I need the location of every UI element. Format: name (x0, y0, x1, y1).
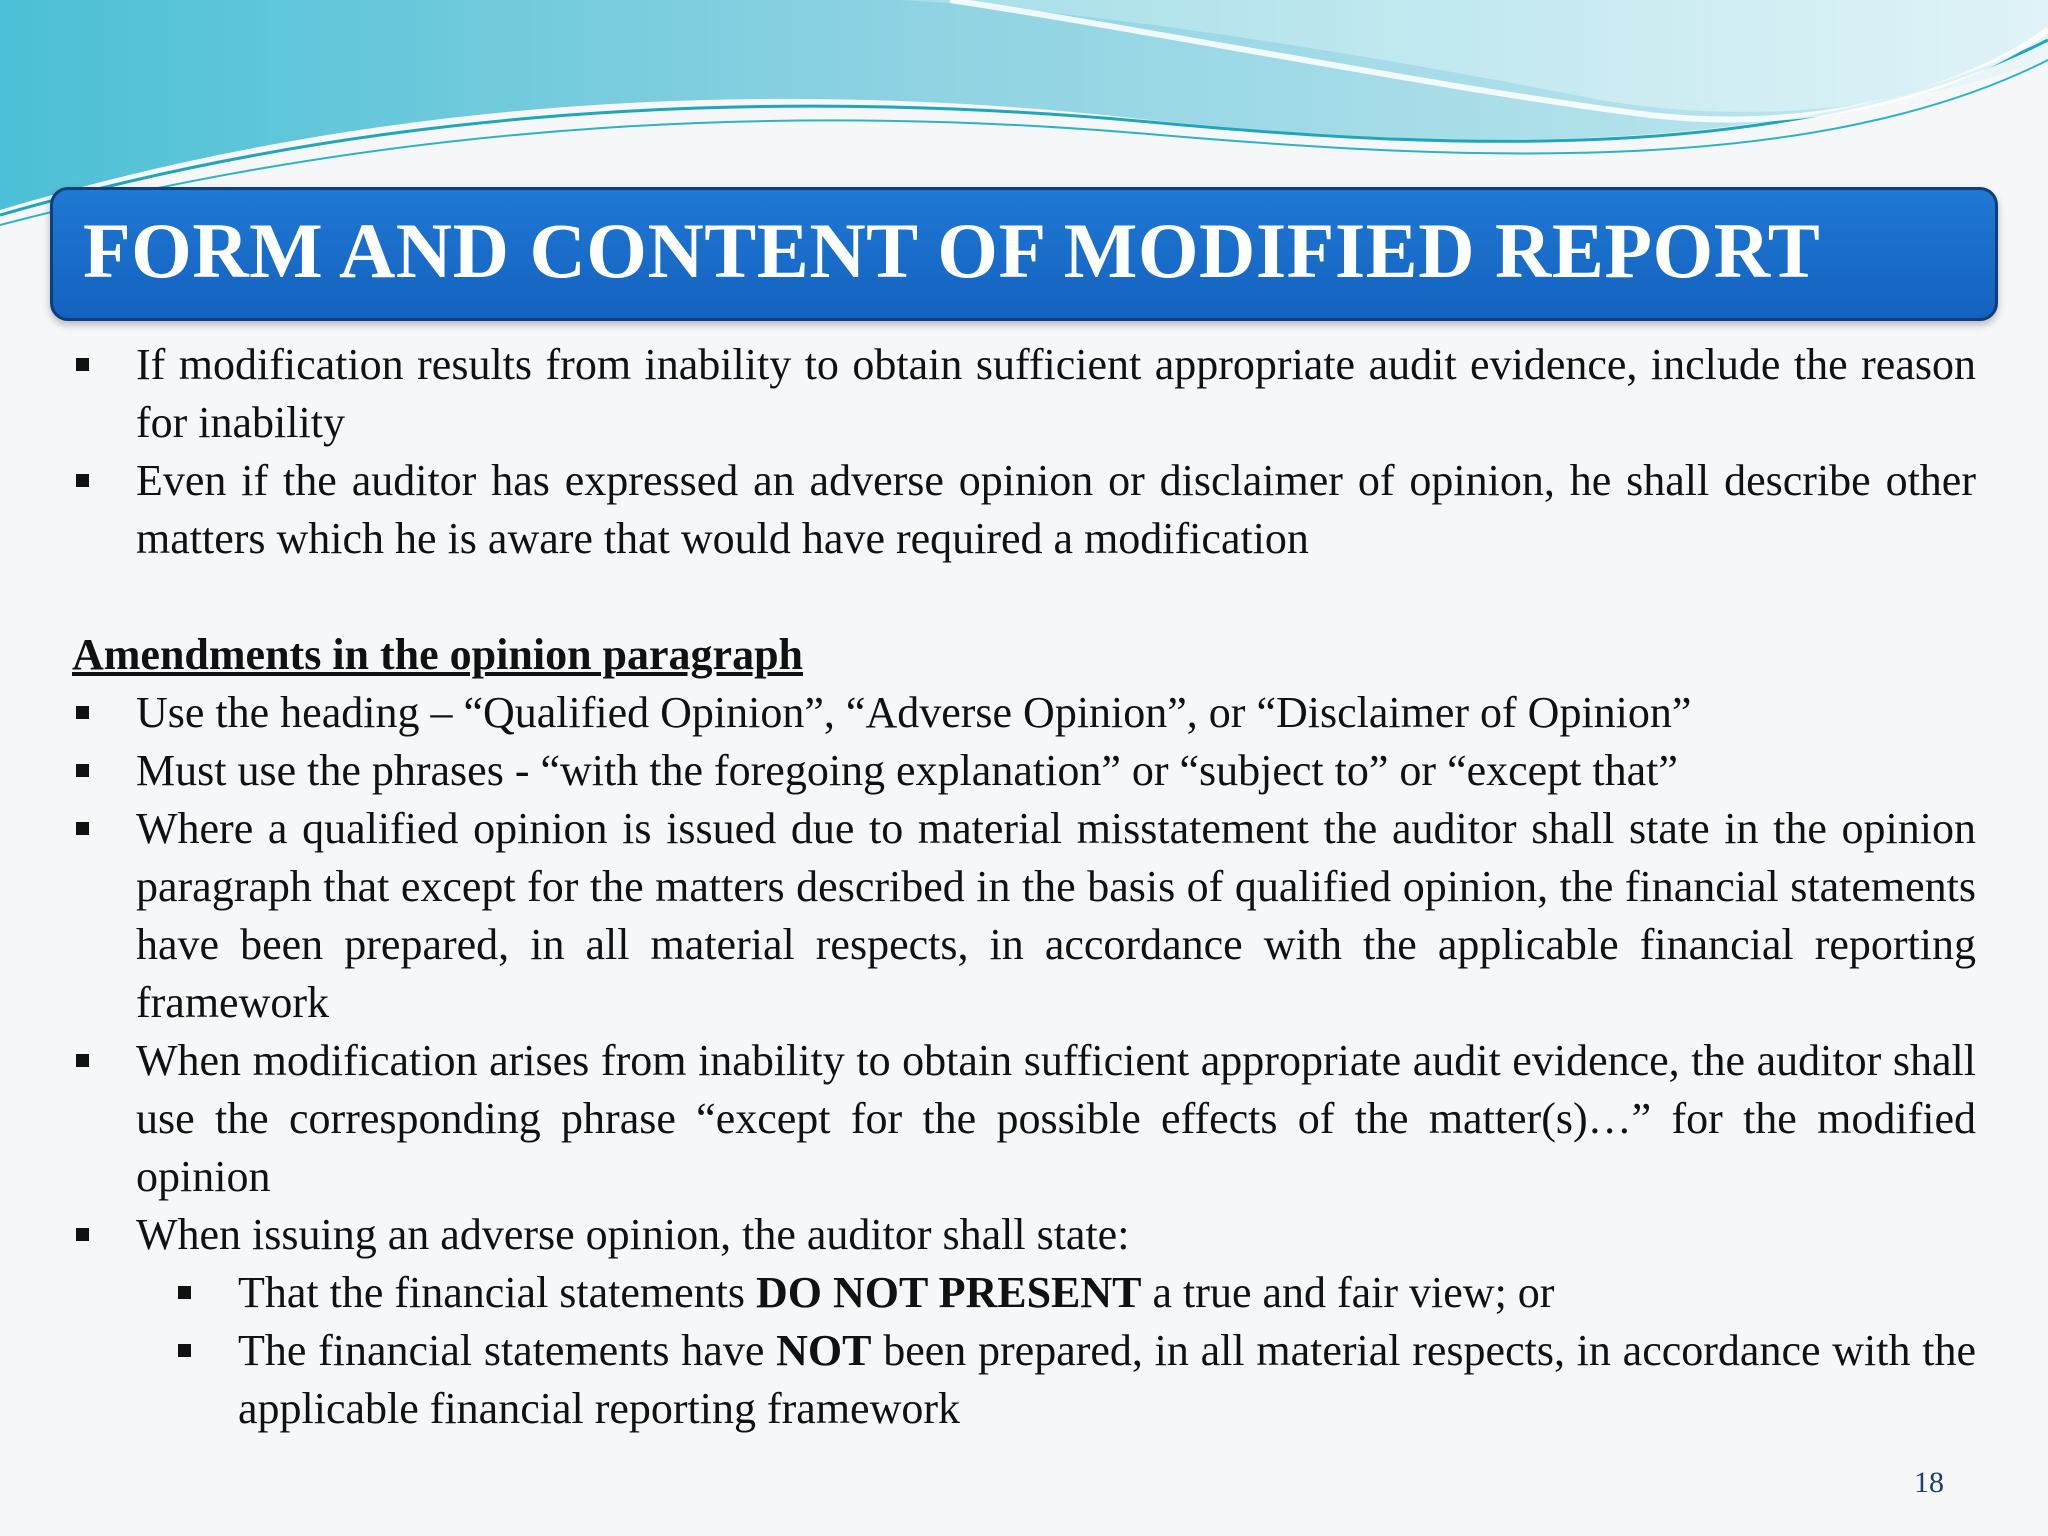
list-item: Where a qualified opinion is issued due to material misstatement the auditor shall state in the opinion paragraph that except for the matters described in the basis of qualified opinion, the financial statements have been prepared, in all material respects, in accordance with the applicable financial reporting framework (72, 800, 1976, 1032)
square-bullet-icon (76, 822, 89, 835)
square-bullet-icon (76, 764, 89, 777)
emphasis-text: NOT (776, 1326, 872, 1375)
list-item: Must use the phrases - “with the foregoing explanation” or “subject to” or “except that” (72, 742, 1976, 800)
amendments-bullet-list (72, 684, 1976, 1438)
list-item: When modification arises from inability to obtain sufficient appropriate audit evidence, the auditor shall use the corresponding phrase “except for the possible effects of the matter(s)…” for the modified opinion (72, 1032, 1976, 1206)
square-bullet-icon (76, 1228, 89, 1241)
list-item: When issuing an adverse opinion, the auditor shall state: That the financial statements DO NOT PRESENT a true and fair view; or The financial statements have NOT been prepared, in all material respects, in accordance with the applicable financial reporting framework (72, 1206, 1976, 1438)
square-bullet-icon (76, 358, 89, 371)
square-bullet-icon (178, 1286, 191, 1299)
square-bullet-icon (178, 1344, 191, 1357)
slide-title: FORM AND CONTENT OF MODIFIED REPORT (83, 207, 1821, 294)
slide-body (72, 336, 1976, 1438)
list-item: Even if the auditor has expressed an adverse opinion or disclaimer of opinion, he shall describe other matters which he is aware that would have required a modification (72, 452, 1976, 568)
page-number: 18 (1914, 1466, 1944, 1499)
section-heading: Amendments in the opinion paragraph (72, 630, 804, 679)
sub-list-item: The financial statements have NOT been prepared, in all material respects, in accordance with the applicable financial reporting framework (72, 1322, 1976, 1438)
adverse-opinion-sub-list (136, 1264, 1976, 1438)
emphasis-text: DO NOT PRESENT (756, 1268, 1142, 1317)
square-bullet-icon (76, 1054, 89, 1067)
intro-bullet-list (72, 336, 1976, 568)
square-bullet-icon (76, 474, 89, 487)
square-bullet-icon (76, 706, 89, 719)
sub-list-item: That the financial statements DO NOT PRESENT a true and fair view; or (72, 1264, 1976, 1322)
list-item: Use the heading – “Qualified Opinion”, “Adverse Opinion”, or “Disclaimer of Opinion” (72, 684, 1976, 742)
title-banner (50, 187, 1998, 321)
list-item: If modification results from inability to obtain sufficient appropriate audit evidence, include the reason for inability (72, 336, 1976, 452)
